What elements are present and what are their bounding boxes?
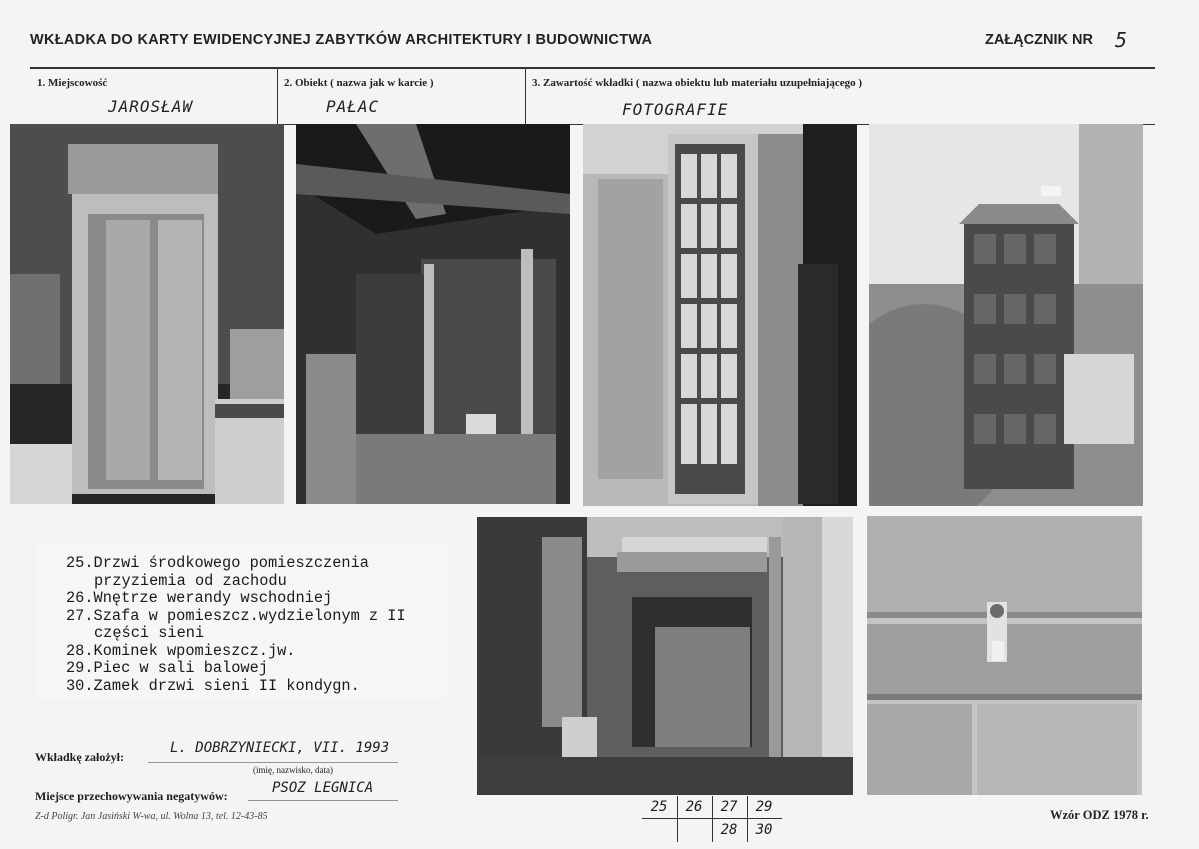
- storage-value: PSOZ LEGNICA: [272, 780, 374, 796]
- photo-number: 28: [720, 822, 738, 838]
- caption-line: 30.Zamek drzwi sieni II kondygn.: [66, 676, 360, 695]
- photo-number: 29: [755, 799, 773, 815]
- photo-stove: [869, 124, 1143, 506]
- locality-label: 1. Miejscowość: [37, 77, 108, 89]
- author-label: Wkładkę założył:: [35, 750, 124, 764]
- locality-value: JAROSŁAW: [108, 97, 194, 116]
- annex-number: 5: [1115, 28, 1128, 52]
- storage-line: [248, 800, 398, 801]
- caption-line: przyziemia od zachodu: [94, 571, 287, 590]
- caption-line: części sieni: [94, 624, 205, 642]
- photo-number: 27: [720, 799, 738, 815]
- form-version: Wzór ODZ 1978 r.: [1050, 808, 1149, 822]
- content-label: 3. Zawartość wkładki ( nazwa obiektu lub materiału uzupełniającego ): [532, 77, 863, 89]
- printer-imprint: Z-d Poligr. Jan Jasiński W-wa, ul. Wolna 13, tel. 12-43-85: [35, 811, 268, 822]
- annex-label: ZAŁĄCZNIK NR: [985, 32, 1093, 48]
- author-value: L. DOBRZYNIECKI, VII. 1993: [170, 740, 390, 756]
- author-hint: (imię, nazwisko, data): [253, 765, 333, 775]
- storage-label: Miejsce przechowywania negatywów:: [35, 789, 228, 803]
- photo-number: 26: [685, 799, 703, 815]
- caption-line: 27.Szafa w pomieszcz.wydzielonym z II: [66, 606, 406, 625]
- caption-line: 29.Piec w sali balowej: [66, 659, 268, 677]
- object-label: 2. Obiekt ( nazwa jak w karcie ): [284, 77, 434, 89]
- field-divider-1: [277, 68, 278, 124]
- photo-number: 30: [755, 822, 773, 838]
- photo-number-grid: [642, 796, 782, 842]
- captions-list: [66, 555, 406, 695]
- photo-fireplace: [477, 517, 853, 795]
- content-value: FOTOGRAFIE: [622, 100, 729, 119]
- photo-door: [10, 124, 284, 504]
- photo-number: 25: [650, 799, 668, 815]
- header-rule: [30, 67, 1155, 69]
- caption-line: 26.Wnętrze werandy wschodniej: [66, 589, 333, 607]
- field-divider-2: [525, 68, 526, 124]
- photo-veranda: [296, 124, 570, 504]
- caption-line: 28.Kominek wpomieszcz.jw.: [66, 641, 296, 660]
- object-value: PAŁAC: [326, 97, 380, 116]
- caption-line: 25.Drzwi środkowego pomieszczenia: [66, 554, 369, 572]
- form-title: WKŁADKA DO KARTY EWIDENCYJNEJ ZABYTKÓW ARCHITEKTURY I BUDOWNICTWA: [30, 32, 653, 48]
- author-line: [148, 762, 398, 763]
- photo-wardrobe: [583, 124, 857, 506]
- photo-lock: [867, 516, 1142, 795]
